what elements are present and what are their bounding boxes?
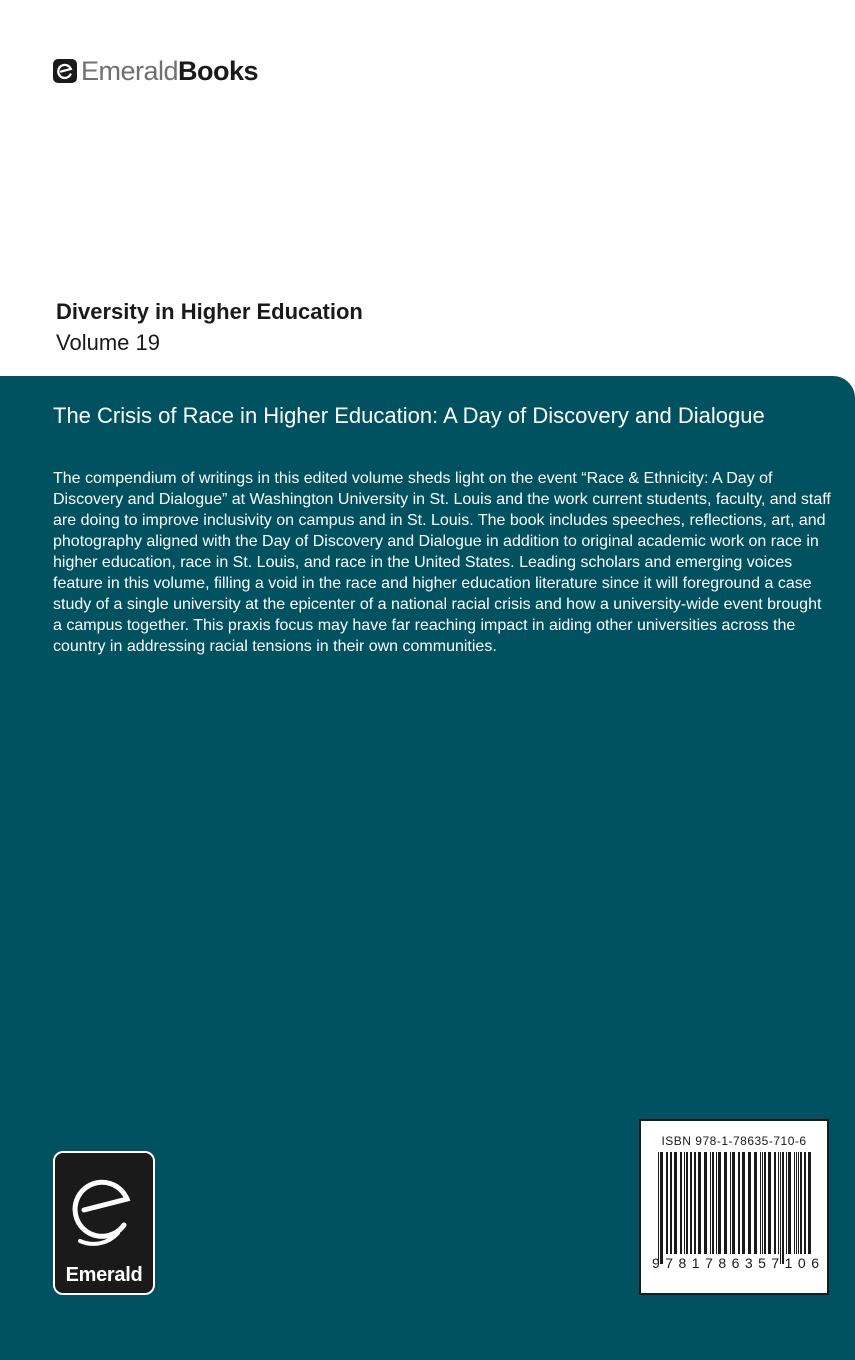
emerald-e-icon [53,59,77,83]
emerald-e-icon [62,1163,146,1263]
barcode-bar [712,1152,714,1254]
barcode-bar [754,1152,757,1254]
barcode-bar [666,1152,668,1254]
barcode-bar [670,1152,672,1254]
barcode-bar [788,1152,791,1254]
barcode-bar [724,1152,727,1254]
barcode-digit: 8 [678,1255,688,1271]
book-description: The compendium of writings in this edited volume sheds light on the event “Race & Ethnicity: A Day of Discovery and Dialogue” at Washington University in St. Louis and the work current students, faculty, and staff are doing to improve inclusivity on campus and in St. Louis. The book includes speeches, reflections, art, and photography aligned with the Day of Discovery and Dialogue in addition to original academic work on race in higher education, race in St. Louis, and race in the United States. Leading scholars and emerging voices feature in this volume, filling a void in the race and higher education literature since it will foreground a case study of a single university at the epicenter of a national racial crisis and how a university-wide event brought a campus together. This praxis focus may have far reaching impact in aiding other universities across the country in addressing racial tensions in their own communities. [53,470,831,655]
brand-name-light: Emerald [81,55,179,86]
series-title: Diversity in Higher Education [56,299,363,324]
barcode-bar [794,1152,795,1254]
publisher-logo [53,1151,155,1295]
barcode-bar [778,1152,779,1254]
barcode-digit: 7 [771,1255,781,1271]
barcode-bar [804,1152,806,1254]
barcode-bar [718,1152,721,1254]
barcode-bar [690,1152,692,1254]
barcode-digit: 7 [665,1255,675,1271]
barcode-bar [732,1152,735,1254]
barcode-digit: 3 [744,1255,754,1271]
barcode-bar [798,1152,799,1254]
barcode-bar [748,1152,751,1254]
publisher-logo-label: Emerald [65,1264,143,1286]
barcode-bar [738,1152,740,1254]
barcode-bar [796,1152,797,1254]
barcode-bars [656,1152,814,1264]
barcode-bar [710,1152,711,1254]
barcode-digit: 5 [758,1255,767,1271]
barcode-digit: 1 [784,1255,794,1271]
barcode-bar [660,1152,663,1264]
isbn-label: ISBN 978-1-78635-710-6 [661,1134,807,1148]
barcode-bar [658,1152,659,1264]
brand-name-bold: Books [178,55,259,86]
book-title: The Crisis of Race in Higher Education: A Day of Discovery and Dialogue [53,403,765,428]
barcode-bar [768,1152,771,1254]
barcode-bar [694,1152,696,1254]
series-volume: Volume 19 [56,330,160,355]
barcode-bar [786,1152,787,1254]
barcode-bar [684,1152,685,1254]
barcode-bar [808,1152,811,1254]
barcode-digit: 8 [718,1255,728,1271]
barcode-bar [782,1152,784,1264]
barcode-bar [680,1152,682,1254]
barcode-digit: 1 [691,1255,701,1271]
barcode-bar [760,1152,761,1254]
barcode-digit: 7 [705,1255,714,1271]
barcode-bar [730,1152,731,1254]
barcode-digit: 6 [811,1255,820,1271]
barcode-bar [704,1152,707,1254]
barcode-bar [674,1152,677,1254]
barcode-bar [764,1152,766,1254]
barcode-bar [716,1152,717,1254]
barcode-bar [780,1152,781,1264]
emerald-books-logo [53,56,258,86]
barcode-digit: 6 [731,1255,741,1271]
barcode-bar [742,1152,745,1254]
barcode-bar [800,1152,802,1254]
barcode-bar [774,1152,776,1254]
barcode-bar [686,1152,688,1254]
barcode [639,1119,829,1295]
barcode-digit: 9 [652,1255,661,1271]
barcode-digits [652,1255,820,1271]
barcode-bar [698,1152,701,1254]
barcode-bar [762,1152,763,1254]
barcode-digit: 0 [797,1255,807,1271]
